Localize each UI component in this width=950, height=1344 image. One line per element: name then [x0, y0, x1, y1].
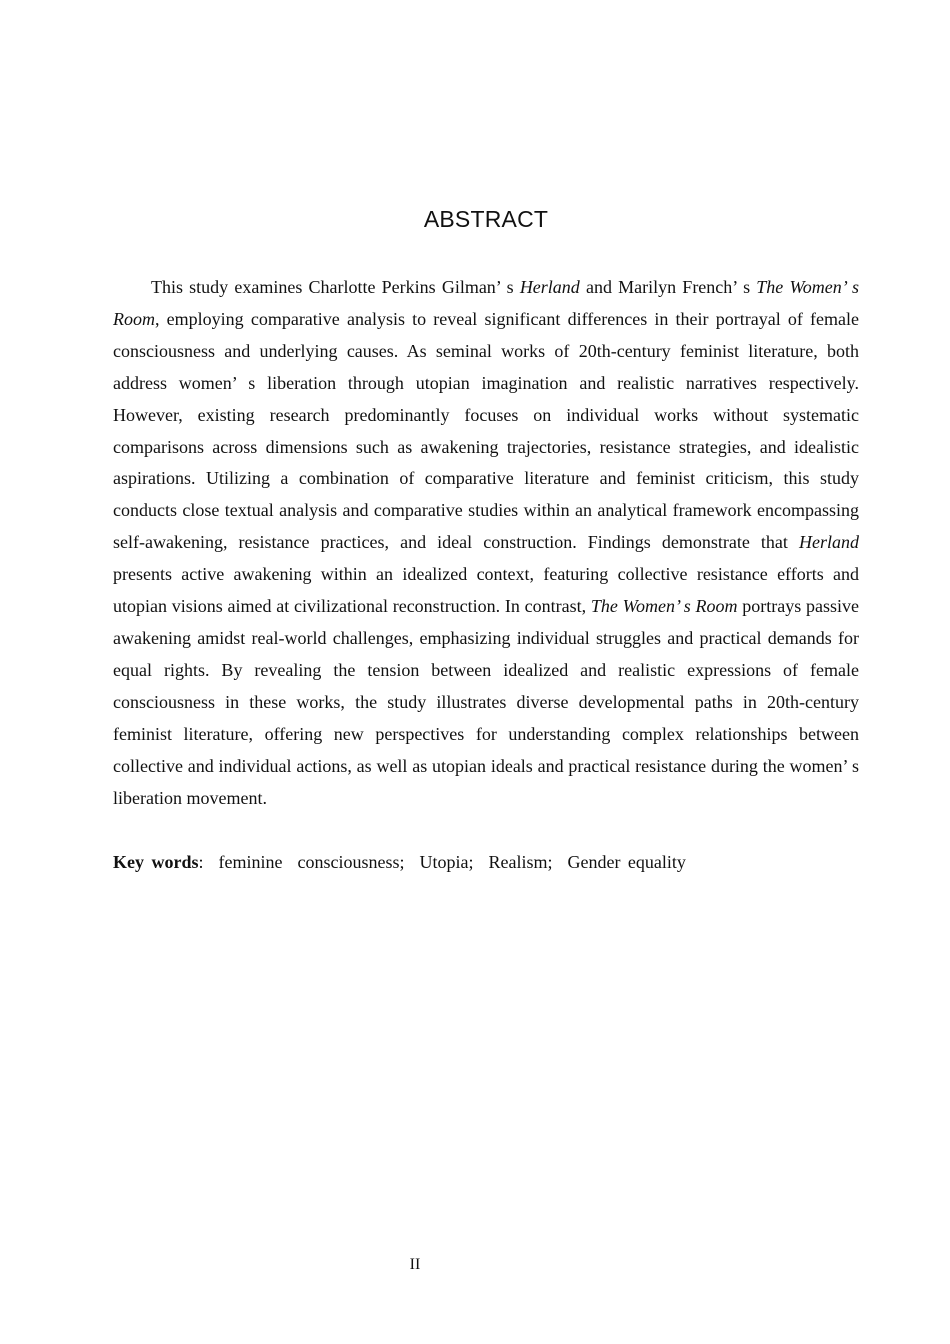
- keywords-line: [113, 847, 859, 877]
- keywords-label: Key words: [113, 852, 199, 872]
- page-number: II: [409, 1256, 421, 1273]
- abstract-text-part-3: and Marilyn French’ s: [579, 277, 757, 297]
- abstract-text-part-5: , employing comparative analysis to reveal significant differences in their portrayal of female consciousness and underlying causes. As seminal works of 20th-century feminist literature, both address women’ s liberation through utopian imagination and realistic narratives respectively. However, existing research predominantly focuses on individual works without systematic comparisons across dimensions such as awakening trajectories, resistance strategies, and idealistic aspirations. Utilizing a combination of comparative literature and feminist criticism, this study conducts close textual analysis and comparative studies within an analytical framework encompassing self-awakening, resistance practices, and ideal construction. Findings demonstrate that: [113, 308, 859, 553]
- abstract-text-part-1: This study examines Charlotte Perkins Gilman’ s: [151, 277, 520, 297]
- abstract-text-part-9: portrays passive awakening amidst real-world challenges, emphasizing individual struggles and practical demands for equal rights. By revealing the tension between idealized and realistic expressions of female consciousness in these works, the study illustrates diverse developmental paths in 20th-century feminist literature, offering new perspectives for understanding complex relationships between collective and individual actions, as well as utopian ideals and practical resistance during the women’ s liberation movement.: [113, 596, 859, 808]
- abstract-paragraph: [113, 272, 859, 814]
- book-title-herland: Herland: [519, 277, 580, 297]
- keywords-list: feminine consciousness; Utopia; Realism; Gender equality: [203, 852, 686, 872]
- keywords-separator: :: [198, 852, 204, 872]
- abstract-title: ABSTRACT: [423, 206, 549, 232]
- book-title-womens-room-2: The Women’ s Room: [590, 596, 738, 617]
- abstract-text-part-7: presents active awakening within an idealized context, featuring collective resistance efforts and utopian visions aimed at civilizational reconstruction. In contrast,: [113, 564, 859, 617]
- book-title-womens-room: The Women’ s Room: [113, 277, 859, 329]
- book-title-herland-2: Herland: [799, 532, 859, 553]
